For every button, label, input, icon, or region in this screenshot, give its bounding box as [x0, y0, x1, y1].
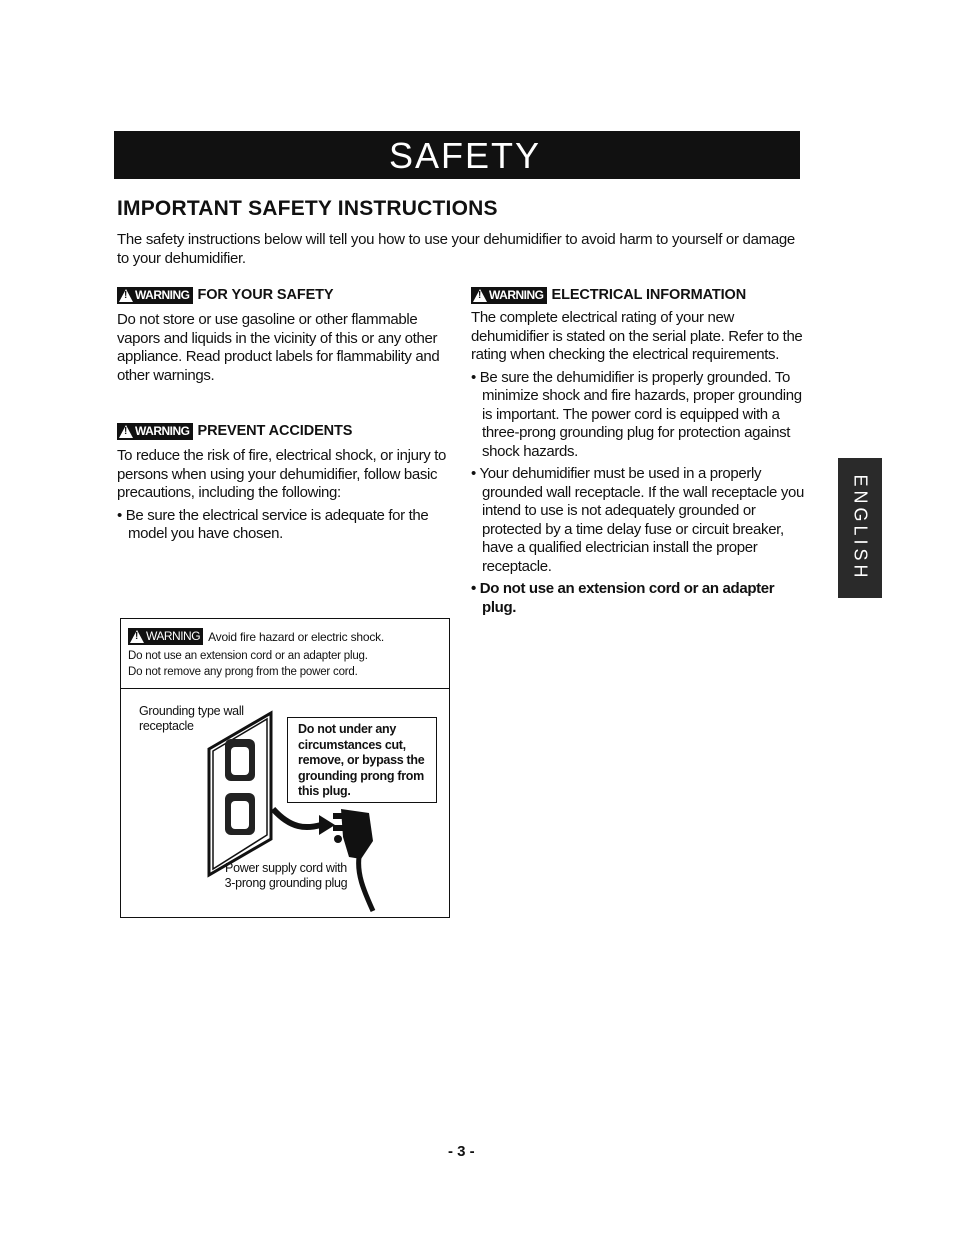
warning-illustration-box: [120, 618, 450, 918]
intro-text: The safety instructions below will tell you how to use your dehumidifier to avoid harm to yourself or damage to your dehumidifier.: [117, 231, 795, 267]
receptacle-label: Grounding type wall receptacle: [139, 704, 244, 733]
section-title: PREVENT ACCIDENTS: [197, 423, 353, 439]
section-prevent-accidents: [117, 421, 447, 544]
section-for-your-safety: [117, 285, 447, 385]
bullet-item: • Be sure the dehumidifier is properly grounded. To minimize shock and fire hazards, proper grounding is important. The power cord is equipped with a three-prong grounding plug for protection against shock hazards.: [471, 368, 802, 460]
section-electrical-information: [471, 285, 806, 617]
section-title: FOR YOUR SAFETY: [197, 287, 334, 303]
banner-title: SAFETY: [389, 135, 542, 176]
section-title: ELECTRICAL INFORMATION: [551, 287, 747, 303]
warnbox-headline: Avoid fire hazard or electric shock.: [208, 629, 385, 644]
cord-label: Power supply cord with 3-prong grounding plug: [224, 861, 348, 890]
warning-triangle-icon: [119, 425, 133, 438]
section-banner: [114, 131, 800, 179]
page-number: - 3 -: [448, 1143, 475, 1160]
receptacle-illustration: [121, 689, 448, 917]
section-body: The complete electrical rating of your new dehumidifier is stated on the serial plate. Refer to the rating when checking the electrical requirements.: [471, 309, 803, 363]
warning-badge: ! WARNING: [117, 423, 193, 440]
language-tab-label: ENGLISH: [850, 474, 871, 582]
language-tab: [838, 458, 882, 598]
bullet-item: • Be sure the electrical service is adequate for the model you have chosen.: [117, 506, 429, 542]
warning-triangle-icon: [130, 630, 144, 643]
section-body: Do not store or use gasoline or other flammable vapors and liquids in the vicinity of this or any other appliance. Read product labels for flammability and other warnings.: [117, 311, 440, 384]
section-body: To reduce the risk of fire, electrical shock, or injury to persons when using your dehumidifier, follow basic precautions, including the following:: [117, 447, 447, 501]
grounding-callout: Do not under any circumstances cut, remove, or bypass the grounding prong from this plug.: [287, 717, 437, 803]
warning-badge: ! WARNING: [128, 628, 203, 645]
warning-triangle-icon: [119, 289, 133, 302]
page-heading: IMPORTANT SAFETY INSTRUCTIONS: [117, 197, 498, 220]
warning-triangle-icon: [473, 289, 487, 302]
warning-badge: ! WARNING: [471, 287, 547, 304]
warnbox-line: Do not remove any prong from the power cord.: [128, 666, 358, 678]
bullet-item: • Your dehumidifier must be used in a properly grounded wall receptacle. If the wall receptacle you intend to use is not adequately grounded or protected by a time delay fuse or circuit breaker, have a qualified electrician install the proper receptacle.: [471, 465, 804, 575]
warning-badge: ! WARNING: [117, 287, 193, 304]
warnbox-line: Do not use an extension cord or an adapter plug.: [128, 650, 368, 662]
bullet-item: • Do not use an extension cord or an adapter plug.: [471, 580, 775, 616]
